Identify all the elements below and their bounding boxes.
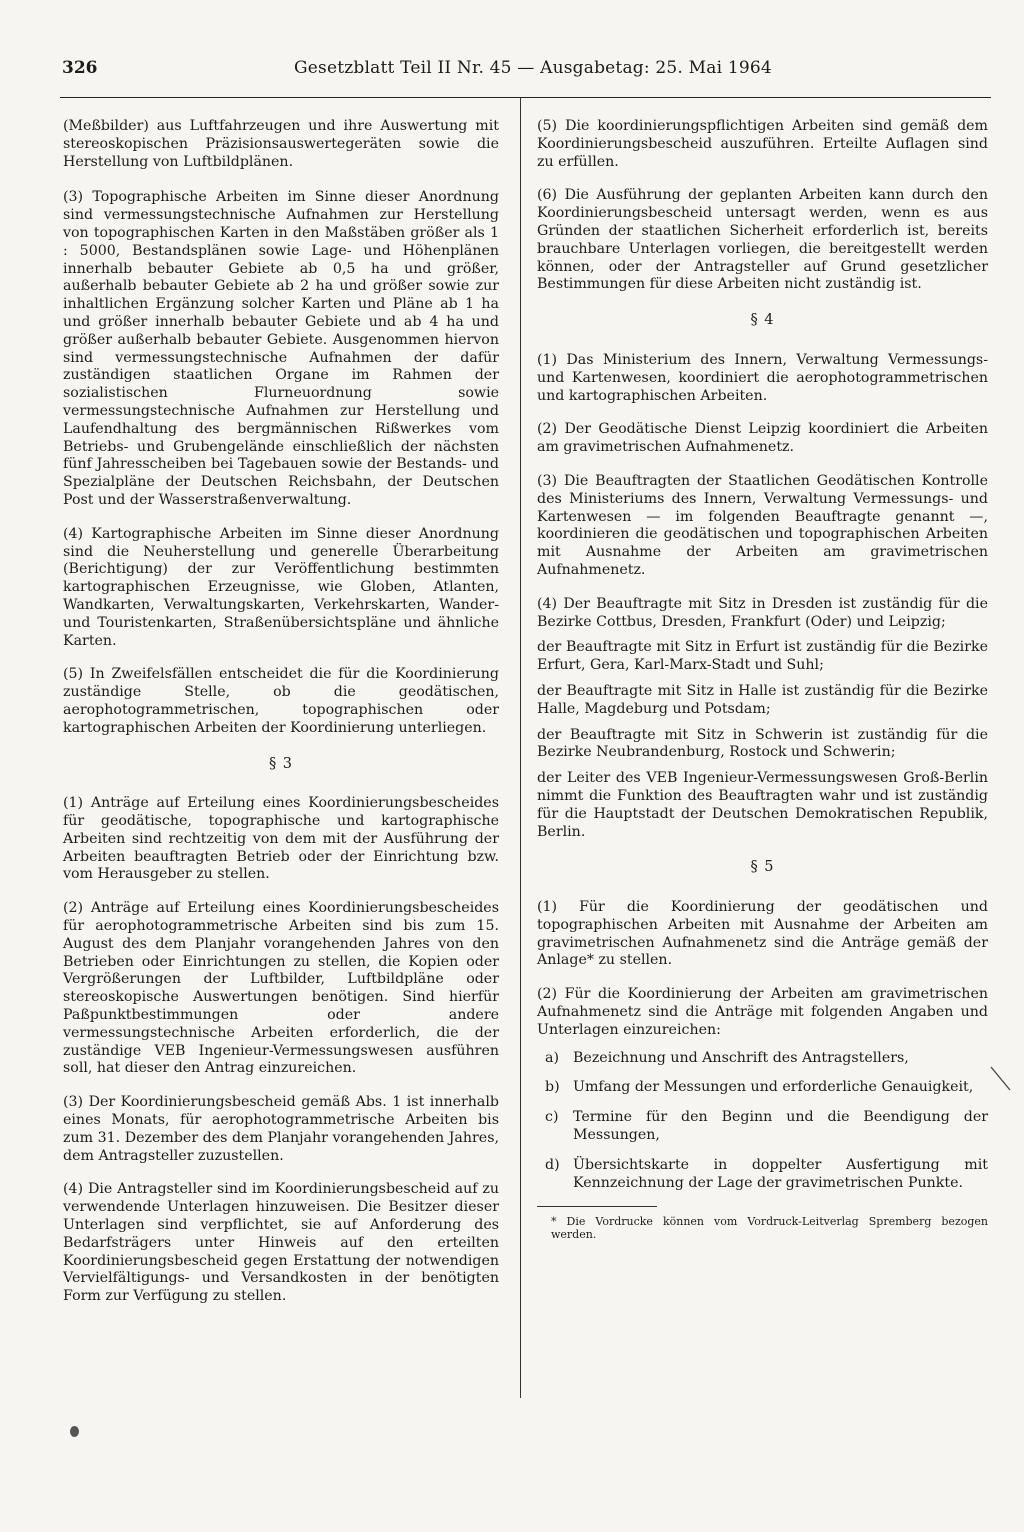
paragraph-s5-1: (1) Für die Koordinierung der geodätischen und topographischen Arbeiten mit Ausnahme der Arbeiten am gravimetrischen Aufnahmenetz sind die Anträge gemäß der Anlage* zu stellen.: [537, 899, 988, 969]
paragraph-s4-4-erfurt: der Beauftragte mit Sitz in Erfurt ist zuständig für die Bezirke Erfurt, Gera, Karl-Marx-Stadt und Suhl;: [537, 639, 988, 674]
paragraph-topographic-work: (3) Topographische Arbeiten im Sinne dieser Anordnung sind vermessungstechnische Aufnahmen zur Herstellung von topographischen Karten in den Maßstäben größer als 1 : 5000, Bestandsplänen sowie Lage- und Höhenplänen innerhalb bebauter Gebiete ab 0,5 ha und größer, außerhalb bebauter Gebiete ab 2 ha und größer sowie zur inhaltlichen Ergänzung solcher Karten und Pläne ab 1 ha und größer innerhalb bebauter Gebiete und ab 4 ha und größer außerhalb bebauter Gebiete. Ausgenommen hiervon sind vermessungstechnische Aufnahmen der dafür zuständigen staatlichen Organe im Rahmen der sozialistischen Flurneuordnung sowie vermessungstechnische Aufnahmen zur Herstellung und Laufendhaltung des bergmännischen Rißwerkes vom Betriebs- und Grubengelände einschließlich der nächsten fünf Jahresscheiben bei Tagebauen sowie der Bestands- und Spezialpläne der Deutschen Reichsbahn, der Deutschen Post und der Wasserstraßenverwaltung.: [63, 189, 499, 508]
paragraph-s4-4-schwerin: der Beauftragte mit Sitz in Schwerin ist zuständig für die Bezirke Neubrandenburg, Rostock und Schwerin;: [537, 726, 988, 761]
list-text: Umfang der Messungen und erforderliche Genauigkeit,: [573, 1079, 974, 1096]
list-marker: b): [545, 1079, 560, 1096]
running-title: Gesetzblatt Teil II Nr. 45 — Ausgabetag: 25. Mai 1964: [294, 58, 772, 78]
paragraph-s3-6: (6) Die Ausführung der geplanten Arbeiten kann durch den Koordinierungsbescheid untersagt werden, wenn es aus Gründen der staatlichen Sicherheit erforderlich ist, bereits brauchbare Unterlagen vorliegen, die bereitgestellt werden können, oder der Antragsteller auf Grund gesetzlicher Bestimmungen für diese Arbeiten nicht zuständig ist.: [537, 187, 988, 293]
section-heading-5: § 5: [750, 859, 775, 876]
page-header: [62, 58, 992, 88]
header-rule: [60, 97, 991, 98]
list-text: Termine für den Beginn und die Beendigung der Messungen,: [573, 1109, 988, 1144]
paragraph-s5-2: (2) Für die Koordinierung der Arbeiten am gravimetrischen Aufnahmenetz sind die Anträge mit folgenden Angaben und Unterlagen einzureichen:: [537, 986, 988, 1038]
section-heading-3: § 3: [268, 755, 294, 772]
list-item: [537, 1050, 988, 1068]
pencil-mark-icon: [990, 1066, 1012, 1092]
paragraph-s4-1: (1) Das Ministerium des Innern, Verwaltung Vermessungs- und Kartenwesen, koordiniert die aerophotogrammetrischen und kartographischen Arbeiten.: [537, 351, 988, 404]
paragraph-s4-4-halle: der Beauftragte mit Sitz in Halle ist zuständig für die Bezirke Halle, Magdeburg und Potsdam;: [537, 682, 988, 717]
list-item: [537, 1109, 988, 1145]
list-marker: d): [545, 1156, 560, 1173]
page-number: 326: [62, 58, 98, 78]
list-marker: c): [545, 1109, 559, 1126]
paragraph-s4-3: (3) Die Beauftragten der Staatlichen Geodätischen Kontrolle des Ministeriums des Innern, Verwaltung Vermessungs- und Kartenwesen — im folgenden Beauftragte genannt —, koordinieren die geodätischen und topographischen Arbeiten mit Ausnahme der Arbeiten am gravimetrischen Aufnahmenetz.: [537, 472, 988, 578]
column-divider: [520, 98, 521, 1398]
section-heading-4: § 4: [750, 312, 775, 329]
paragraph-s4-4: (4) Der Beauftragte mit Sitz in Dresden ist zuständig für die Bezirke Cottbus, Dresden, Frankfurt (Oder) und Leipzig;: [537, 595, 988, 630]
paragraph-s3-5: (5) Die koordinierungspflichtigen Arbeiten sind gemäß dem Koordinierungsbescheid auszuführen. Erteilte Auflagen sind zu erfüllen.: [537, 118, 988, 170]
right-column: [537, 118, 988, 1241]
paragraph-s3-3: (3) Der Koordinierungsbescheid gemäß Abs. 1 ist innerhalb eines Monats, für aerophotogrammetrische Arbeiten bis zum 31. Dezember des dem Planjahr vorangehenden Jahres, dem Antragsteller zuzustellen.: [63, 1094, 499, 1164]
paragraph-s3-4: (4) Die Antragsteller sind im Koordinierungsbescheid auf zu verwendende Unterlagen hinzuweisen. Die Besitzer dieser Unterlagen sind verpflichtet, sie auf Anforderung des Bedarfsträgers unter Hinweis auf den erteilten Koordinierungsbescheid gegen Erstattung der notwendigen Vervielfältigungs- und Versandkosten in der benötigten Form zur Verfügung zu stellen.: [63, 1181, 499, 1305]
ink-speck: [70, 1426, 79, 1437]
list-text: Bezeichnung und Anschrift des Antragstellers,: [573, 1049, 909, 1066]
list-item: [537, 1157, 988, 1193]
footnote: * Die Vordrucke können vom Vordruck-Leitverlag Spremberg bezogen werden.: [551, 1215, 988, 1242]
list-item: [537, 1079, 988, 1097]
paragraph-continued: (Meßbilder) aus Luftfahrzeugen und ihre Auswertung mit stereoskopischen Präzisionsauswertegeräten sowie die Herstellung von Luftbildplänen.: [63, 118, 499, 170]
paragraph-cartographic-work: (4) Kartographische Arbeiten im Sinne dieser Anordnung sind die Neuherstellung und generelle Überarbeitung (Berichtigung) der zur Veröffentlichung bestimmten kartographischen Erzeugnisse, wie Globen, Atlanten, Wandkarten, Verwaltungskarten, Verkehrskarten, Wander- und Touristenkarten, Straßenübersichtspläne und ähnliche Karten.: [63, 525, 499, 649]
left-column: [63, 118, 499, 1322]
paragraph-s3-1: (1) Anträge auf Erteilung eines Koordinierungsbescheides für geodätische, topographische und kartographische Arbeiten sind rechtzeitig von dem mit der Ausführung der Arbeiten beauftragten Betrieb oder der Einrichtung bzw. vom Herausgeber zu stellen.: [63, 795, 499, 883]
list-marker: a): [545, 1049, 559, 1066]
paragraph-doubt-cases: (5) In Zweifelsfällen entscheidet die für die Koordinierung zuständige Stelle, ob die geodätischen, aerophotogrammetrischen, topographischen oder kartographischen Arbeiten der Koordinierung unterliegen.: [63, 666, 499, 736]
footnote-rule: [537, 1206, 657, 1207]
paragraph-s4-2: (2) Der Geodätische Dienst Leipzig koordiniert die Arbeiten am gravimetrischen Aufnahmenetz.: [537, 421, 988, 456]
paragraph-s4-4-berlin: der Leiter des VEB Ingenieur-Vermessungswesen Groß-Berlin nimmt die Funktion des Beauftragten wahr und ist zuständig für die Hauptstadt der Deutschen Demokratischen Republik, Berlin.: [537, 770, 988, 840]
list-text: Übersichtskarte in doppelter Ausfertigung mit Kennzeichnung der Lage der gravimetrischen Punkte.: [573, 1156, 988, 1191]
paragraph-s3-2: (2) Anträge auf Erteilung eines Koordinierungsbescheides für aerophotogrammetrische Arbeiten sind bis zum 15. August des dem Planjahr vorangehenden Jahres von den Betrieben oder Einrichtungen zu stellen, die Kopien oder Vergrößerungen der Luftbilder, Luftbildpläne oder stereoskopische Auswertungen benötigen. Sind hierfür Paßpunktbestimmungen oder andere vermessungstechnische Arbeiten erforderlich, die der zuständige VEB Ingenieur-Vermessungswesen ausführen soll, hat dieser den Antrag einzureichen.: [63, 900, 499, 1077]
